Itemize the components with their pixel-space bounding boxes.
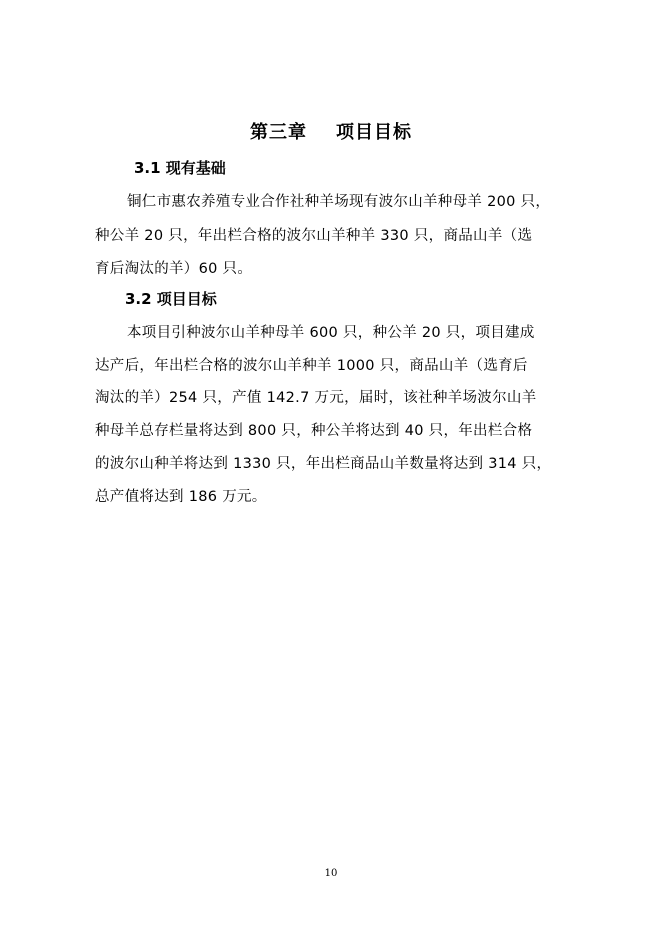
chapter-title: 第三章 项目目标 <box>249 122 413 143</box>
paragraph-line: 淘汰的羊）254 只，产值 142.7 万元，届时，该社种羊场波尔山羊 <box>95 390 537 406</box>
paragraph-line: 育后淘汰的羊）60 只。 <box>95 261 253 277</box>
paragraph-line: 种母羊总存栏量将达到 800 只，种公羊将达到 40 只，年出栏合格 <box>95 423 533 439</box>
paragraph-line: 种公羊 20 只，年出栏合格的波尔山羊种羊 330 只，商品山羊（选 <box>95 228 533 244</box>
section-heading-project-goals: 3.2 项目目标 <box>125 290 217 308</box>
paragraph-line: 的波尔山种羊将达到 1330 只，年出栏商品山羊数量将达到 314 只， <box>95 456 552 472</box>
paragraph-line: 本项目引种波尔山羊种母羊 600 只，种公羊 20 只，项目建成 <box>127 325 535 341</box>
page-number: 10 <box>324 868 338 879</box>
paragraph-line: 铜仁市惠农养殖专业合作社种羊场现有波尔山羊种母羊 200 只， <box>127 194 551 210</box>
section-heading-existing-basis: 3.1 现有基础 <box>134 159 226 177</box>
paragraph-line: 总产值将达到 186 万元。 <box>95 489 267 505</box>
paragraph-line: 达产后，年出栏合格的波尔山羊种羊 1000 只，商品山羊（选育后 <box>95 358 528 374</box>
